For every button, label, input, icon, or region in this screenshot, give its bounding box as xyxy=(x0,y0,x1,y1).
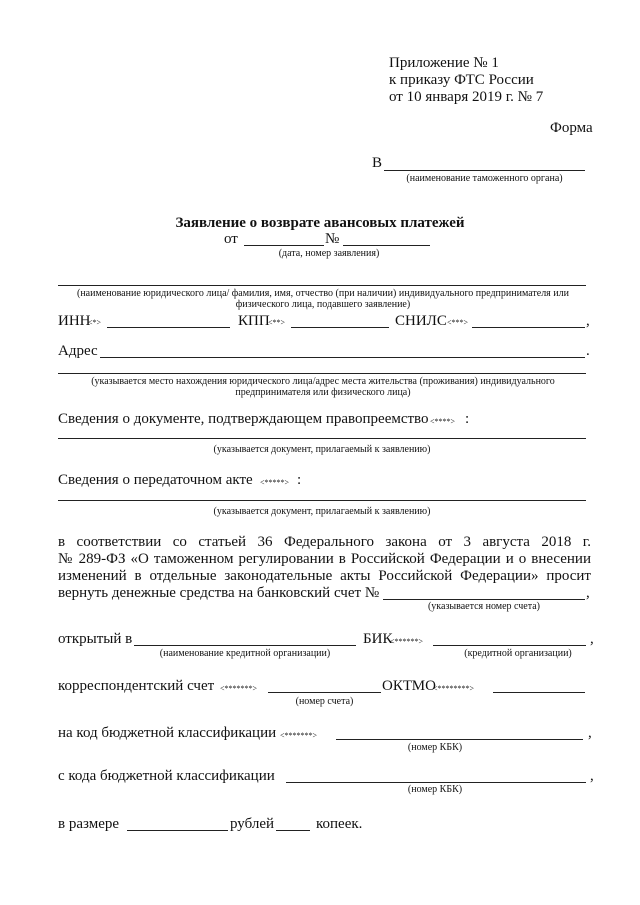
opened-in-label: открытый в xyxy=(58,631,133,647)
recipient-prefix: В xyxy=(372,155,383,171)
bank-comma: , xyxy=(590,631,594,647)
number-sign: № xyxy=(325,231,340,247)
form-label: Форма xyxy=(550,120,593,136)
body-line-1: в соответствии со статьей 36 Федерального закона от 3 августа 2018 г. xyxy=(58,534,591,550)
succession-label: Сведения о документе, подтверждающем правопреемство xyxy=(58,411,429,427)
inn-field[interactable] xyxy=(107,327,230,328)
transfer-act-colon: : xyxy=(297,472,302,488)
snils-field[interactable] xyxy=(472,327,585,328)
snils-footnote-mark: <***> xyxy=(447,318,469,327)
address-dot: . xyxy=(586,343,590,359)
kbk-to-field[interactable] xyxy=(336,739,583,740)
succession-footnote-mark: <****> xyxy=(430,417,456,426)
kbk-to-comma: , xyxy=(588,725,592,741)
bik-footnote-mark: <******> xyxy=(390,637,424,646)
corr-account-label: корреспондентский счет xyxy=(58,678,215,694)
oktmo-footnote-mark: <********> xyxy=(433,684,475,693)
account-hint: (указывается номер счета) xyxy=(427,601,541,612)
kopecks-label: копеек. xyxy=(316,816,363,832)
kbk-to-label: на код бюджетной классификации xyxy=(58,725,277,741)
bik-hint: (кредитной организации) xyxy=(464,648,572,659)
corr-account-footnote-mark: <*******> xyxy=(220,684,258,693)
amount-prefix: в размере xyxy=(58,816,120,832)
body-line-2: № 289-ФЗ «О таможенном регулировании в Российской Федерации и о внесении xyxy=(58,551,591,567)
address-hint: (указывается место нахождения юридического лица/адрес места жительства (проживания) индивидуального предпринимателя или физического лица) xyxy=(91,376,555,398)
inn-label: ИНН xyxy=(58,313,91,329)
address-label: Адрес xyxy=(58,343,98,359)
kpp-field[interactable] xyxy=(291,327,389,328)
rubles-label: рублей xyxy=(230,816,275,832)
oktmo-field[interactable] xyxy=(493,692,585,693)
kopecks-field[interactable] xyxy=(276,830,310,831)
transfer-act-label: Сведения о передаточном акте xyxy=(58,472,253,488)
applicant-hint: (наименование юридического лица/ фамилия, имя, отчество (при наличии) индивидуального предпринимателя или физического лица, подавшего заявление) xyxy=(77,288,569,310)
bik-label: БИК xyxy=(363,631,393,647)
ids-comma: , xyxy=(586,313,590,329)
rubles-field[interactable] xyxy=(127,830,228,831)
number-field[interactable] xyxy=(343,245,430,246)
transfer-act-hint: (указывается документ, прилагаемый к заявлению) xyxy=(213,506,431,517)
document-title: Заявление о возврате авансовых платежей xyxy=(175,215,465,231)
appendix-line-3: от 10 января 2019 г. № 7 xyxy=(389,89,544,105)
appendix-line-1: Приложение № 1 xyxy=(389,55,499,71)
corr-account-hint: (номер счета) xyxy=(295,696,354,707)
kbk-to-footnote-mark: <*******> xyxy=(280,731,318,740)
succession-colon: : xyxy=(465,411,470,427)
kbk-from-comma: , xyxy=(590,768,594,784)
date-from-label: от xyxy=(224,231,238,247)
kbk-from-hint: (номер КБК) xyxy=(407,784,463,795)
body-line-3: изменений в отдельные законодательные акты Российской Федерации» просит xyxy=(58,568,591,584)
transfer-act-footnote-mark: <*****> xyxy=(260,478,290,487)
body-line-4: вернуть денежные средства на банковский счет № xyxy=(58,585,380,601)
snils-label: СНИЛС xyxy=(395,313,447,329)
date-field[interactable] xyxy=(244,245,324,246)
bank-name-hint: (наименование кредитной организации) xyxy=(159,648,331,659)
succession-hint: (указывается документ, прилагаемый к заявлению) xyxy=(213,444,431,455)
kbk-to-hint: (номер КБК) xyxy=(407,742,463,753)
address-field[interactable] xyxy=(100,357,585,358)
kbk-from-label: с кода бюджетной классификации xyxy=(58,768,275,784)
corr-account-field[interactable] xyxy=(268,692,381,693)
date-hint: (дата, номер заявления) xyxy=(278,248,380,259)
transfer-act-field[interactable] xyxy=(58,500,586,501)
bank-name-field[interactable] xyxy=(134,645,356,646)
succession-field[interactable] xyxy=(58,438,586,439)
recipient-field[interactable] xyxy=(384,170,585,171)
inn-footnote-mark: <*> xyxy=(88,318,102,327)
oktmo-label: ОКТМО xyxy=(382,678,436,694)
kpp-footnote-mark: <**> xyxy=(268,318,286,327)
address-field-2[interactable] xyxy=(58,373,586,374)
recipient-hint: (наименование таможенного органа) xyxy=(406,173,563,184)
account-number-field[interactable] xyxy=(383,599,585,600)
appendix-line-2: к приказу ФТС России xyxy=(389,72,534,88)
kbk-from-field[interactable] xyxy=(286,782,586,783)
kpp-label: КПП xyxy=(238,313,270,329)
bik-field[interactable] xyxy=(433,645,586,646)
applicant-field[interactable] xyxy=(58,285,586,286)
account-comma: , xyxy=(586,585,590,601)
